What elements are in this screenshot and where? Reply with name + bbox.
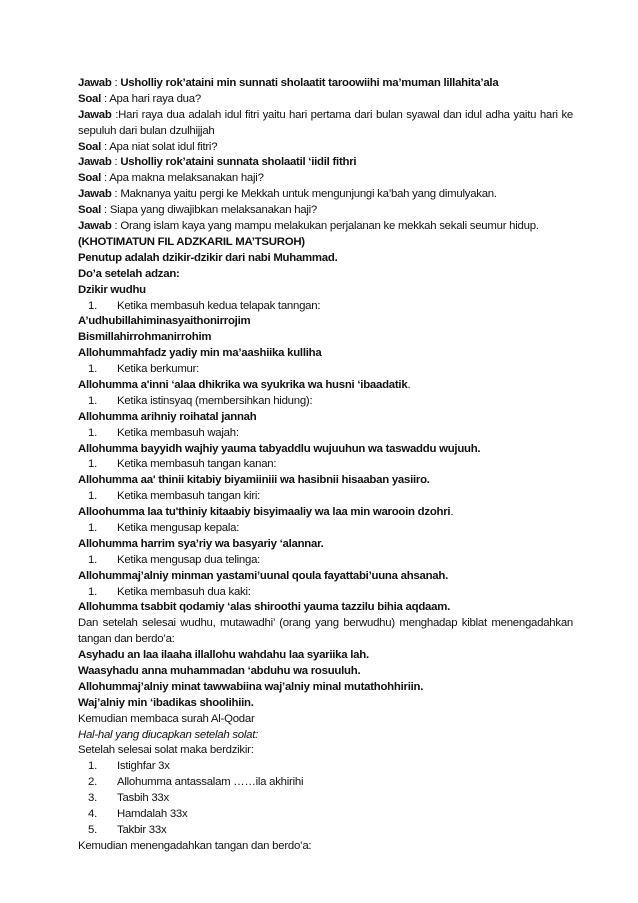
- question-line: [78, 171, 573, 187]
- bold-text: Dzikir wudhu: [78, 283, 146, 296]
- bold-text: Asyhadu an laa ilaaha illallohu wahdahu laa syariika lah.: [78, 649, 369, 662]
- list-text: Ketika mengusap kepala:: [117, 521, 240, 534]
- qa-separator: :: [101, 92, 110, 105]
- list-number: 1.: [88, 363, 97, 376]
- italic-line: [78, 728, 573, 744]
- qa-label: Jawab: [78, 188, 112, 201]
- list-item: [78, 775, 573, 791]
- text-line: Kemudian membaca surah Al-Qodar: [78, 712, 255, 725]
- line-tail: .: [407, 378, 411, 391]
- qa-text: Orang islam kaya yang mampu melakukan perjalanan ke mekkah sekali seumur hidup.: [120, 220, 539, 233]
- list-item: [78, 457, 573, 473]
- list-text: Hamdalah 33x: [117, 808, 188, 821]
- qa-text: Siapa yang diwajibkan melaksanakan haji?: [109, 204, 318, 217]
- qa-text: Usholliy rok’ataini sunnata sholaatil ‘iidil fithri: [120, 156, 357, 169]
- bold-line: [78, 314, 573, 330]
- list-item: [78, 585, 573, 601]
- bold-text: Waj’alniy min ‘ibadikas shoolihiin.: [78, 696, 254, 709]
- bold-line: [78, 664, 573, 680]
- qa-text: Maknanya yaitu pergi ke Mekkah untuk mengunjungi ka’bah yang dimulyakan.: [120, 188, 497, 201]
- list-number: 5.: [88, 823, 97, 836]
- answer-line: [78, 76, 573, 92]
- list-number: 1.: [88, 394, 97, 407]
- list-item: [78, 489, 573, 505]
- qa-separator: :: [111, 108, 119, 121]
- list-item: [78, 759, 573, 775]
- list-text: Ketika berkumur:: [117, 363, 200, 376]
- bold-text: Alloohumma laa tu'thiniy kitaabiy bisyimaaliy wa laa min warooin dzohri: [78, 506, 451, 519]
- list-item: [78, 299, 573, 315]
- bold-line: [78, 283, 573, 299]
- line-tail: .: [450, 506, 454, 519]
- list-text: Ketika mengusap dua telinga:: [117, 553, 261, 566]
- list-number: 1.: [88, 585, 97, 598]
- list-item: [78, 791, 573, 807]
- qa-separator: :: [111, 156, 121, 169]
- bold-line: [78, 267, 573, 283]
- qa-text: Apa hari raya dua?: [109, 92, 201, 105]
- answer-line: [78, 219, 573, 235]
- list-text: Tasbih 33x: [117, 792, 169, 805]
- list-number: 1.: [88, 458, 97, 471]
- qa-separator: :: [101, 140, 110, 153]
- list-number: 3.: [88, 792, 97, 805]
- list-number: 1.: [88, 299, 97, 312]
- list-number: 4.: [88, 808, 97, 821]
- list-text: Ketika membasuh kedua telapak tanngan:: [117, 299, 321, 312]
- bold-line: [78, 346, 573, 362]
- list-text: Allohumma antassalam ……ila akhirihi: [117, 776, 304, 789]
- list-text: Ketika membasuh wajah:: [117, 426, 239, 439]
- bold-text: Penutup adalah dzikir-dzikir dari nabi Muhammad.: [78, 251, 338, 264]
- bold-line: [78, 235, 573, 251]
- qa-label: Soal: [78, 92, 102, 105]
- qa-text: Apa makna melaksanakan haji?: [109, 172, 264, 185]
- bold-text: Allohumma bayyidh wajhiy yauma tabyaddlu wujuuhun wa taswaddu wujuuh.: [78, 442, 481, 455]
- list-item: [78, 426, 573, 442]
- list-item: [78, 394, 573, 410]
- list-item: [78, 521, 573, 537]
- answer-line: [78, 108, 573, 140]
- bold-text: Waasyhadu anna muhammadan ‘abduhu wa rosuuluh.: [78, 665, 361, 678]
- paragraph: Dan setelah selesai wudhu, mutawadhi’ (orang yang berwudhu) menghadap kiblat menengadahkan tangan dan berdo’a:: [78, 617, 573, 646]
- bold-line: [78, 600, 573, 616]
- bold-text: Allohumma arihniy roihatal jannah: [78, 410, 257, 423]
- bold-text: (KHOTIMATUN FIL ADZKARIL MA’TSUROH): [78, 235, 305, 248]
- bold-text: Allohummahfadz yadiy min ma’aashiika kulliha: [78, 347, 322, 360]
- list-number: 1.: [88, 760, 97, 773]
- bold-line: [78, 569, 573, 585]
- document-page: [78, 76, 573, 855]
- question-line: [78, 92, 573, 108]
- list-number: 1.: [88, 521, 97, 534]
- bold-line: [78, 505, 573, 521]
- qa-separator: :: [101, 204, 110, 217]
- list-item: [78, 362, 573, 378]
- list-text: Istighfar 3x: [117, 760, 170, 773]
- qa-separator: :: [111, 77, 121, 89]
- bold-text: Allohummaj’alniy minman yastami’uunal qoula fayattabi’uuna ahsanah.: [78, 569, 448, 582]
- bold-text: Allohumma harrim sya’riy wa basyariy ‘alannar.: [78, 537, 324, 550]
- list-item: [78, 823, 573, 839]
- qa-label: Soal: [78, 140, 102, 153]
- question-line: [78, 140, 573, 156]
- list-item: [78, 807, 573, 823]
- qa-label: Jawab: [78, 77, 112, 89]
- bold-line: [78, 473, 573, 489]
- qa-label: Soal: [78, 172, 102, 185]
- bold-line: [78, 648, 573, 664]
- bold-text: Allohummaj’alniy minat tawwabiina waj’alniy minal mutathohhiriin.: [78, 680, 424, 693]
- bold-line: [78, 696, 573, 712]
- bold-line: [78, 330, 573, 346]
- list-number: 2.: [88, 776, 97, 789]
- italic-text: Hal-hal yang diucapkan setelah solat:: [78, 728, 259, 741]
- bold-text: Do’a setelah adzan:: [78, 267, 180, 280]
- bold-line: [78, 537, 573, 553]
- list-text: Ketika istinsyaq (membersihkan hidung):: [117, 394, 313, 407]
- answer-line: [78, 187, 573, 203]
- answer-line: [78, 155, 573, 171]
- text-line: Kemudian menengadahkan tangan dan berdo’a:: [78, 839, 312, 852]
- qa-separator: :: [111, 220, 121, 233]
- qa-label: Jawab: [78, 220, 112, 233]
- bold-text: Allohumma tsabbit qodamiy ‘alas shiroothi yauma tazzilu bihia aqdaam.: [78, 601, 451, 614]
- bold-text: Allohumma aa' thinii kitabiy biyamiiniii wa hasibnii hisaaban yasiiro.: [78, 474, 430, 487]
- qa-separator: :: [111, 188, 121, 201]
- list-text: Ketika membasuh tangan kanan:: [117, 458, 277, 471]
- qa-label: Jawab: [78, 156, 112, 169]
- qa-separator: :: [101, 172, 110, 185]
- bold-line: [78, 410, 573, 426]
- qa-text: Hari raya dua adalah idul fitri yaitu hari pertama dari bulan syawal dan idul adha yaitu hari ke sepuluh dari bulan dzulhijjah: [78, 108, 573, 137]
- qa-text: Usholliy rok’ataini min sunnati sholaatit taroowiihi ma’muman lillahita’ala: [120, 77, 499, 89]
- bold-text: Bismillahirrohmanirrohim: [78, 331, 212, 344]
- list-number: 1.: [88, 426, 97, 439]
- text-line: Setelah selesai solat maka berdzikir:: [78, 744, 254, 757]
- bold-text: Allohumma a'inni ‘alaa dhikrika wa syukrika wa husni ‘ibaadatik: [78, 378, 408, 391]
- list-text: Takbir 33x: [117, 823, 167, 836]
- list-number: 1.: [88, 490, 97, 503]
- bold-text: A’udhubillahiminasyaithonirrojim: [78, 315, 251, 328]
- question-line: [78, 203, 573, 219]
- bold-line: [78, 680, 573, 696]
- bold-line: [78, 442, 573, 458]
- list-text: Ketika membasuh dua kaki:: [117, 585, 251, 598]
- qa-label: Soal: [78, 204, 102, 217]
- bold-line: [78, 378, 573, 394]
- bold-line: [78, 251, 573, 267]
- list-text: Ketika membasuh tangan kiri:: [117, 490, 261, 503]
- list-item: [78, 553, 573, 569]
- qa-label: Jawab: [78, 108, 112, 121]
- qa-text: Apa niat solat idul fitri?: [109, 140, 218, 153]
- list-number: 1.: [88, 553, 97, 566]
